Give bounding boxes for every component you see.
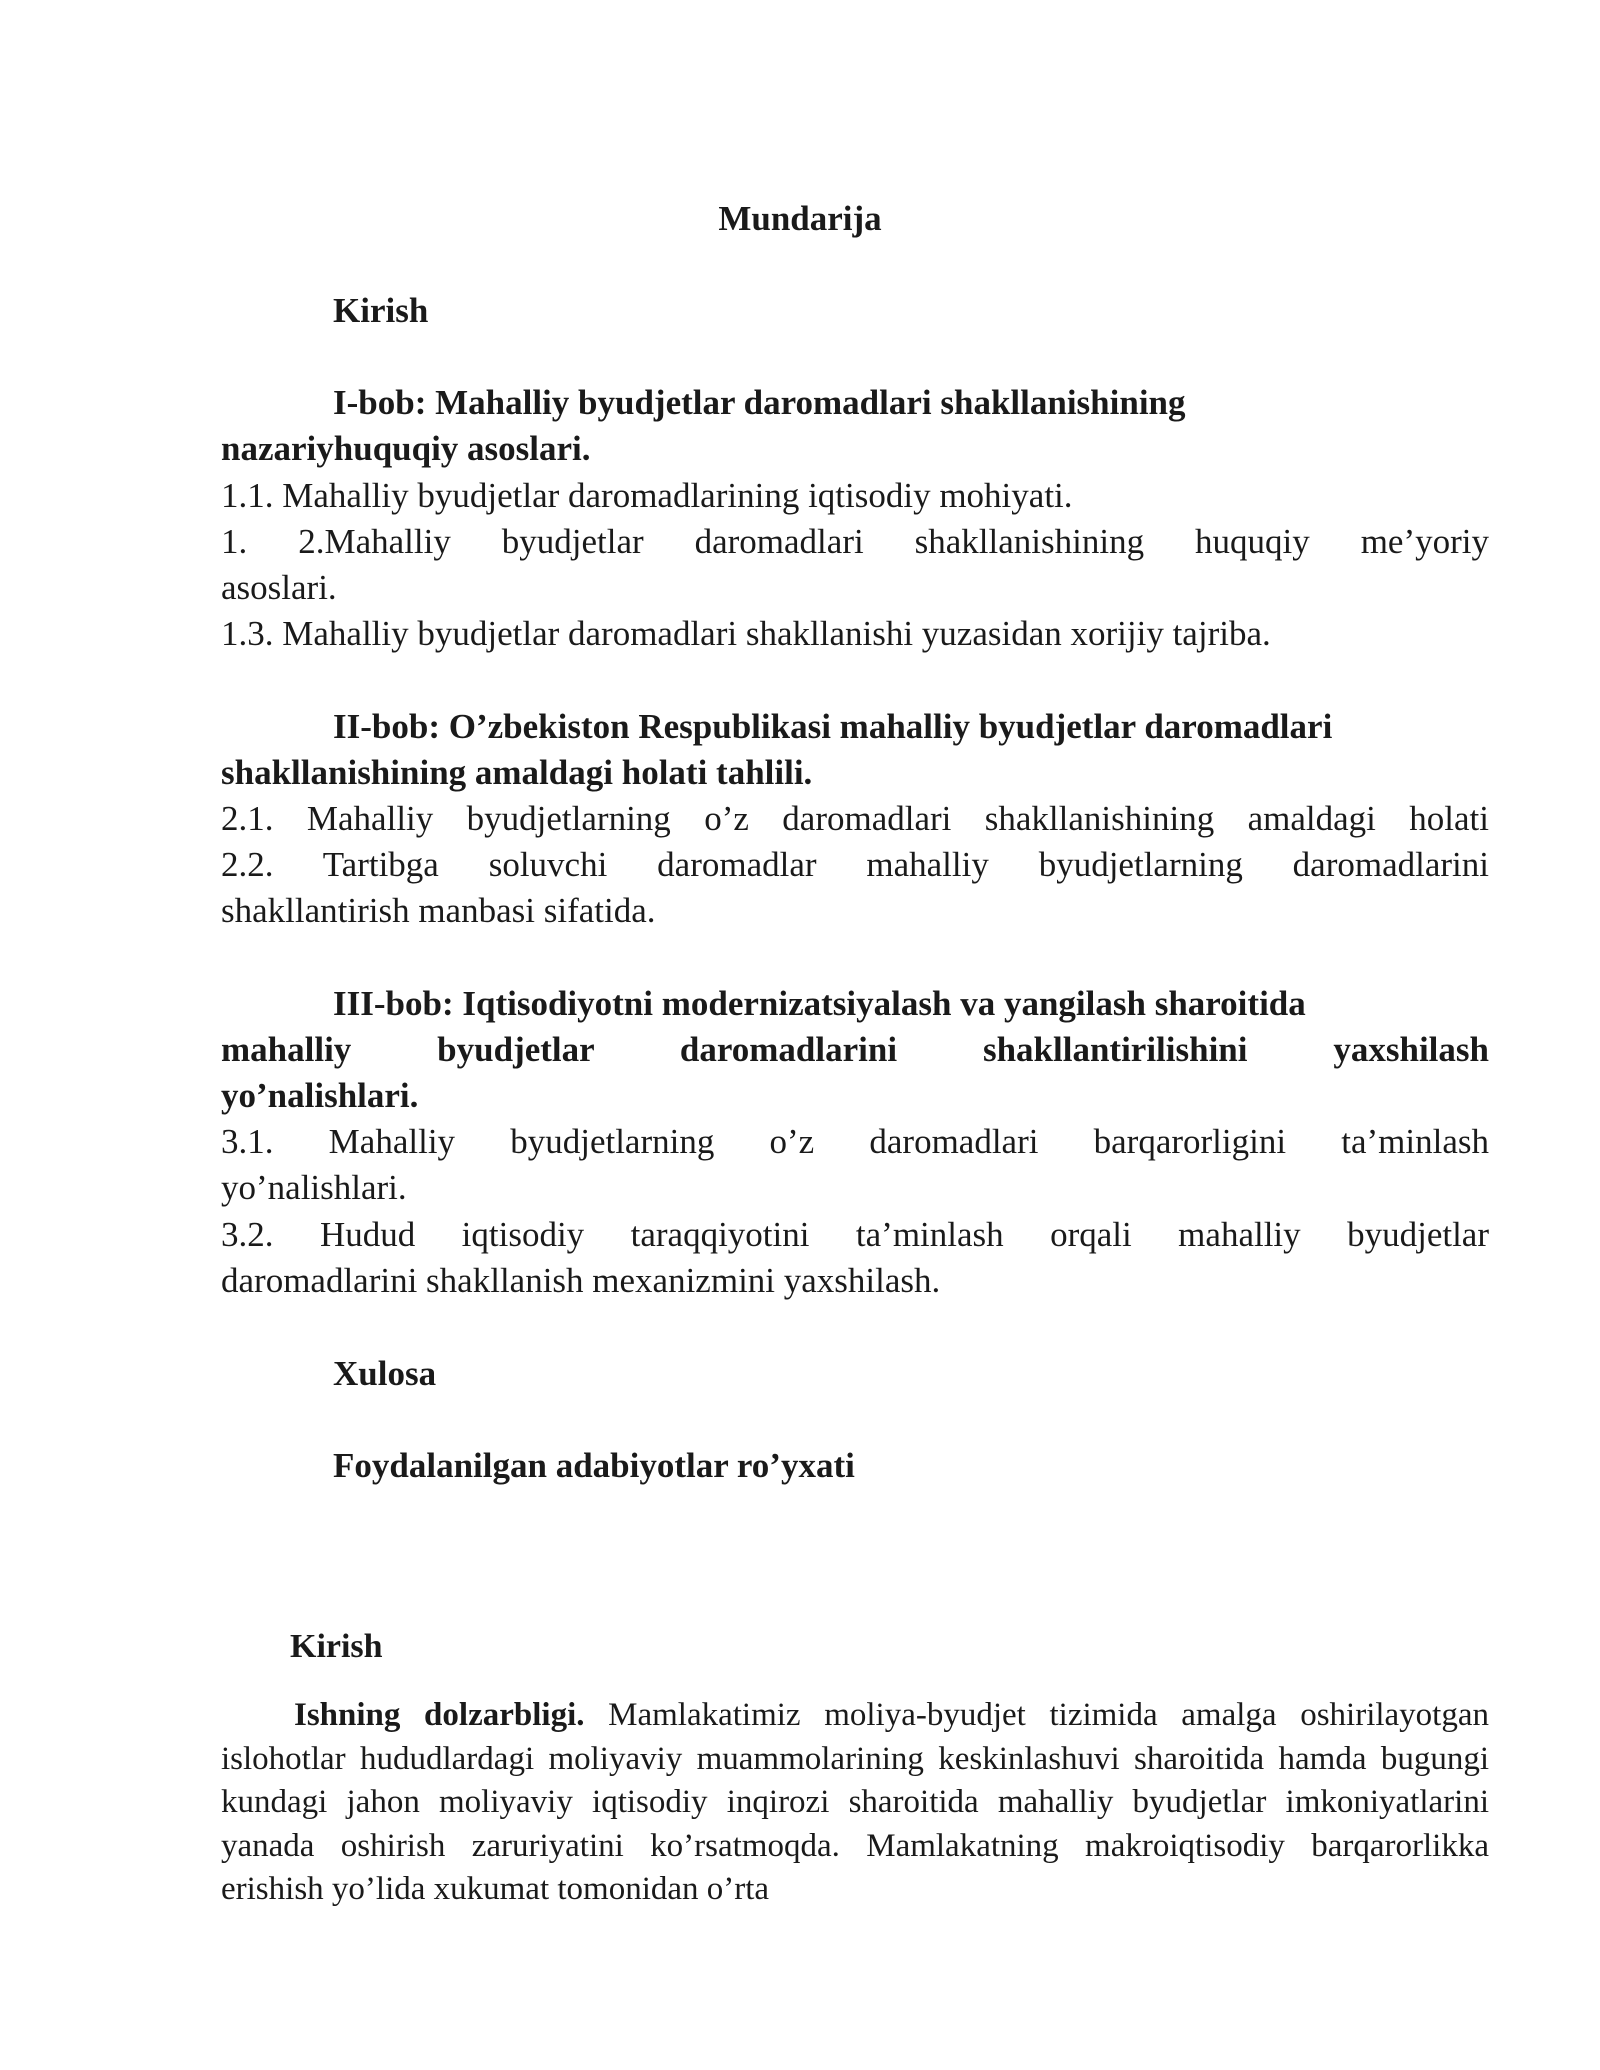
intro-lead: Ishning dolzarbligi. <box>294 1697 585 1733</box>
toc-chapter3-heading: III-bob: Iqtisodiyotni modernizatsiyalash va yangilash sharoitida <box>333 984 1306 1023</box>
toc-chapter1-heading: I-bob: Mahalliy byudjetlar daromadlari shakllanishining <box>333 383 1186 422</box>
intro-section-paragraph <box>221 1694 1489 1912</box>
toc-references: Foydalanilgan adabiyotlar ro’yxati <box>333 1446 855 1485</box>
toc-chapter1-heading-cont: nazariyhuquqiy asoslari. <box>221 429 591 468</box>
toc-item-1-3: 1.3. Mahalliy byudjetlar daromadlari shakllanishi yuzasidan xorijiy tajriba. <box>221 614 1271 653</box>
toc-item-1-2: 1. 2.Mahalliy byudjetlar daromadlari shakllanishining huquqiy me’yoriy <box>221 522 1489 561</box>
toc-chapter2-heading-cont: shakllanishining amaldagi holati tahlili. <box>221 753 813 792</box>
intro-section-title: Kirish <box>290 1628 383 1665</box>
toc-item-3-1: 3.1. Mahalliy byudjetlarning o’z daromadlari barqarorligini ta’minlash <box>221 1122 1489 1161</box>
toc-item-2-2: 2.2. Tartibga soluvchi daromadlar mahalliy byudjetlarning daromadlarini <box>221 845 1489 884</box>
toc-chapter2-heading: II-bob: O’zbekiston Respublikasi mahalliy byudjetlar daromadlari <box>333 707 1333 746</box>
toc-item-2-2-cont: shakllantirish manbasi sifatida. <box>221 891 656 930</box>
toc-chapter3-heading-end: yo’nalishlari. <box>221 1076 419 1115</box>
toc-conclusion: Xulosa <box>333 1354 437 1393</box>
toc-item-3-2-cont: daromadlarini shakllanish mexanizmini yaxshilash. <box>221 1261 941 1300</box>
toc-chapter3-heading-cont: mahalliy byudjetlar daromadlarini shakllantirilishini yaxshilash <box>221 1030 1489 1069</box>
toc-item-3-1-cont: yo’nalishlari. <box>221 1168 407 1207</box>
toc-item-2-1: 2.1. Mahalliy byudjetlarning o’z daromadlari shakllanishining amaldagi holati <box>221 799 1489 838</box>
toc-title: Mundarija <box>718 199 882 238</box>
toc-item-1-2-cont: asoslari. <box>221 568 337 607</box>
intro-body: Mamlakatimiz moliya-byudjet tizimida amalga oshirilayotgan islohotlar hududlardagi moliyaviy muammolarining keskinlashuvi sharoitida hamda bugungi kundagi jahon moliyaviy iqtisodiy inqirozi sharoitida mahalliy byudjetlar imkoniyatlarini yanada oshirish zaruriyatini ko’rsatmoqda. Mamlakatning makroiqtisodiy barqarorlikka erishish yo’lida xukumat tomonidan o’rta <box>221 1697 1489 1907</box>
toc-item-1-1: 1.1. Mahalliy byudjetlar daromadlarining iqtisodiy mohiyati. <box>221 476 1073 515</box>
toc-intro: Kirish <box>333 291 429 330</box>
toc-item-3-2: 3.2. Hudud iqtisodiy taraqqiyotini ta’minlash orqali mahalliy byudjetlar <box>221 1215 1489 1254</box>
